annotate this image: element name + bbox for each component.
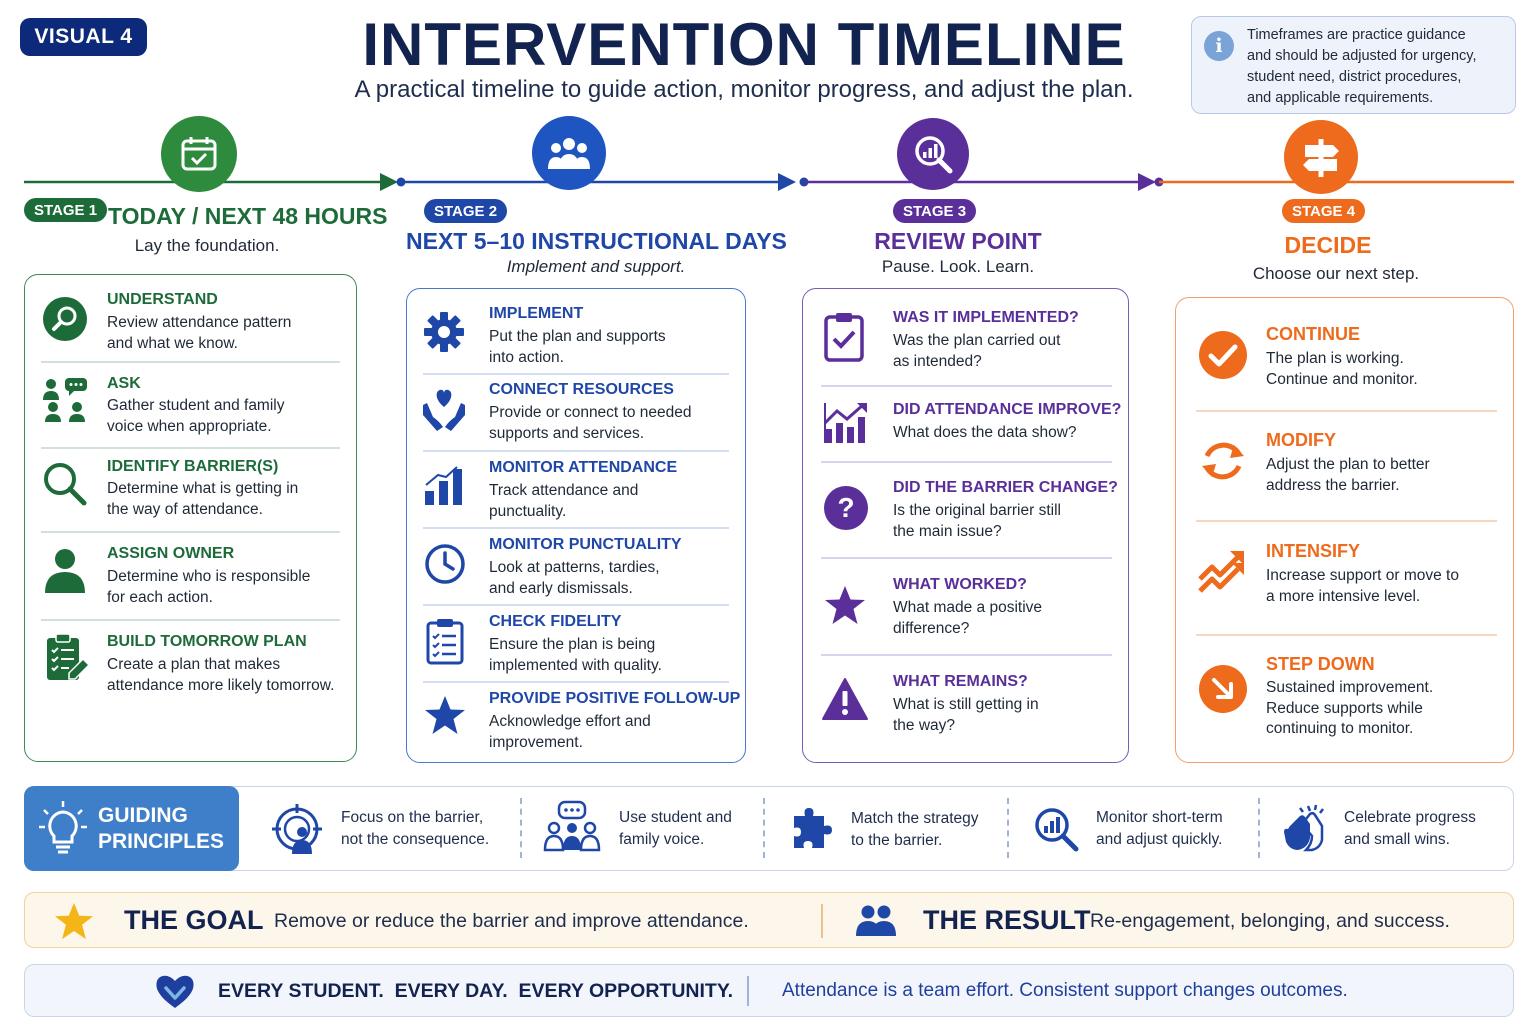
result-text: Re-engagement, belonging, and success. [1090,910,1450,932]
item-text: What is still getting in the way? [893,696,1039,734]
divider [423,604,729,606]
hands-heart-icon [421,387,467,431]
item-heading: WHAT WORKED? [893,576,1027,593]
result-label: THE RESULT [923,905,1091,935]
divider [763,798,765,858]
page-subtitle: A practical timeline to guide action, monitor progress, and adjust the plan. [354,76,1134,103]
item-text: Determine what is getting in the way of attendance. [107,480,299,518]
item-heading: DID ATTENDANCE IMPROVE? [893,401,1122,418]
divider [520,798,522,858]
stage4-subtitle: Choose our next step. [1252,264,1420,283]
timeframe-note [1191,16,1516,114]
arrow-down-right-icon [1198,664,1248,714]
divider [821,654,1112,656]
note-line: and should be adjusted for urgency, [1247,48,1477,64]
item-text: Adjust the plan to better address the barrier. [1266,456,1430,494]
clapping-hands-icon [1280,804,1328,854]
stage4-pill: STAGE 4 [1282,199,1365,223]
divider [1196,410,1497,412]
item-text: Look at patterns, tardies, and early dismissals. [489,559,660,597]
target-person-icon [272,804,322,854]
divider [1258,798,1260,858]
people-chat-icon [543,800,601,854]
stage2-heading: NEXT 5–10 INSTRUCTIONAL DAYS [406,228,787,254]
note-line: student need, district procedures, [1247,69,1462,85]
stage3-magnify-chart-icon [897,118,969,190]
principles-title: GUIDING PRINCIPLES [98,804,225,853]
item-heading: CHECK FIDELITY [489,613,622,630]
trend-chart-icon [823,401,869,445]
item-text: Gather student and family voice when appropriate. [107,397,285,435]
question-icon [823,485,869,531]
stage3-subtitle: Pause. Look. Learn. [881,257,1035,276]
item-heading: UNDERSTAND [107,291,218,308]
goal-text: Remove or reduce the barrier and improve attendance. [274,910,749,932]
principle-text: Monitor short-term and adjust quickly. [1096,809,1223,848]
person-icon [43,547,87,593]
item-heading: WHAT REMAINS? [893,673,1028,690]
item-text: Ensure the plan is being implemented with quality. [489,636,662,674]
guiding-principles-header [24,786,239,871]
star-icon [423,694,467,736]
footer-text: Attendance is a team effort. Consistent support changes outcomes. [782,980,1348,1001]
item-heading: MONITOR ATTENDANCE [489,459,678,476]
divider [821,461,1112,463]
star-icon [53,901,95,941]
warning-icon [821,677,869,721]
item-text: Create a plan that makes attendance more likely tomorrow. [107,656,335,694]
item-heading: STEP DOWN [1266,654,1375,674]
stage3-panel [802,288,1129,763]
item-heading: ASK [107,375,141,392]
bar-chart-icon [423,465,467,507]
stage2-group-icon [532,116,606,190]
stage4-signpost-icon [1284,120,1358,194]
info-icon: i [1204,31,1234,61]
star-icon [823,584,867,626]
item-text: What does the data show? [893,424,1077,441]
note-line: and applicable requirements. [1247,90,1434,106]
item-heading: PROVIDE POSITIVE FOLLOW-UP [489,690,741,707]
divider [821,385,1112,387]
stage1-calendar-check-icon [161,116,237,192]
divider [41,531,340,533]
divider [1196,634,1497,636]
stage1-panel [24,274,357,762]
divider [423,527,729,529]
item-heading: INTENSIFY [1266,541,1361,561]
search-icon [41,460,89,508]
puzzle-icon [792,806,832,850]
stage4-panel [1175,297,1514,763]
item-heading: DID THE BARRIER CHANGE? [893,479,1118,496]
stage3-heading: REVIEW POINT [874,228,1042,254]
svg-text:?: ? [837,492,855,523]
divider [41,619,340,621]
item-heading: IMPLEMENT [489,305,584,322]
gear-icon [423,311,465,353]
trend-up-icon [1198,547,1248,593]
item-heading: MONITOR PUNCTUALITY [489,536,682,553]
stage2-subtitle: Implement and support. [506,257,686,276]
item-heading: ASSIGN OWNER [107,545,235,562]
page-title: INTERVENTION TIMELINE [362,11,1126,78]
principle-item [543,786,758,871]
clipboard-check-icon [823,311,865,363]
principle-text: Focus on the barrier, not the consequence. [341,809,490,848]
visual-badge: VISUAL 4 [20,18,147,56]
lightbulb-icon [38,800,88,858]
item-text: What made a positive difference? [893,599,1043,637]
item-text: Acknowledge effort and improvement. [489,713,651,751]
divider [423,450,729,452]
item-heading: CONNECT RESOURCES [489,381,674,398]
clipboard-list-icon [425,617,465,665]
item-text: Determine who is responsible for each action. [107,568,311,606]
divider [821,557,1112,559]
magnify-circle-icon [41,295,89,343]
item-text: Was the plan carried out as intended? [893,332,1061,370]
divider [41,361,340,363]
divider [821,904,823,938]
note-line: Timeframes are practice guidance [1247,27,1466,43]
item-text: Review attendance pattern and what we know. [107,314,292,352]
heart-icon [154,972,196,1010]
principle-text: Celebrate progress and small wins. [1344,809,1476,848]
stage4-heading: DECIDE [1284,232,1372,258]
item-text: Sustained improvement. Reduce supports while continuing to monitor. [1266,679,1434,737]
footer-motto: EVERY STUDENT. EVERY DAY. EVERY OPPORTUNITY. [218,980,734,1002]
people-chat-icon [41,374,91,424]
magnify-chart-icon [1033,806,1079,852]
divider [1196,520,1497,522]
divider [41,447,340,449]
divider [423,681,729,683]
stage1-heading: TODAY / NEXT 48 HOURS [108,203,388,229]
divider [747,976,749,1006]
item-heading: MODIFY [1266,430,1336,450]
principle-text: Use student and family voice. [619,809,732,848]
principle-item [1033,786,1248,871]
people-icon [854,904,898,938]
item-text: Track attendance and punctuality. [489,482,639,520]
stage1-pill: STAGE 1 [24,198,107,222]
goal-label: THE GOAL [124,905,264,935]
item-heading: CONTINUE [1266,324,1360,344]
principle-item [270,786,510,871]
stage2-pill: STAGE 2 [424,199,507,223]
check-circle-icon [1198,330,1248,380]
item-text: Increase support or move to a more intensive level. [1266,567,1459,605]
checklist-pen-icon [45,633,91,685]
principle-text: Match the strategy to the barrier. [851,810,979,849]
item-text: The plan is working. Continue and monitor. [1266,350,1418,388]
clock-icon [423,542,467,586]
refresh-icon [1198,436,1248,486]
principle-item [1280,786,1510,871]
item-text: Put the plan and supports into action. [489,328,666,366]
item-heading: WAS IT IMPLEMENTED? [893,309,1079,326]
item-heading: IDENTIFY BARRIER(S) [107,458,279,475]
divider [1007,798,1009,858]
stage1-subtitle: Lay the foundation. [134,236,280,255]
stage3-pill: STAGE 3 [893,199,976,223]
item-heading: BUILD TOMORROW PLAN [107,633,307,650]
stage2-panel [406,288,746,763]
item-text: Is the original barrier still the main issue? [893,502,1061,540]
divider [423,373,729,375]
item-text: Provide or connect to needed supports and services. [489,404,692,442]
principle-item [790,786,1000,871]
